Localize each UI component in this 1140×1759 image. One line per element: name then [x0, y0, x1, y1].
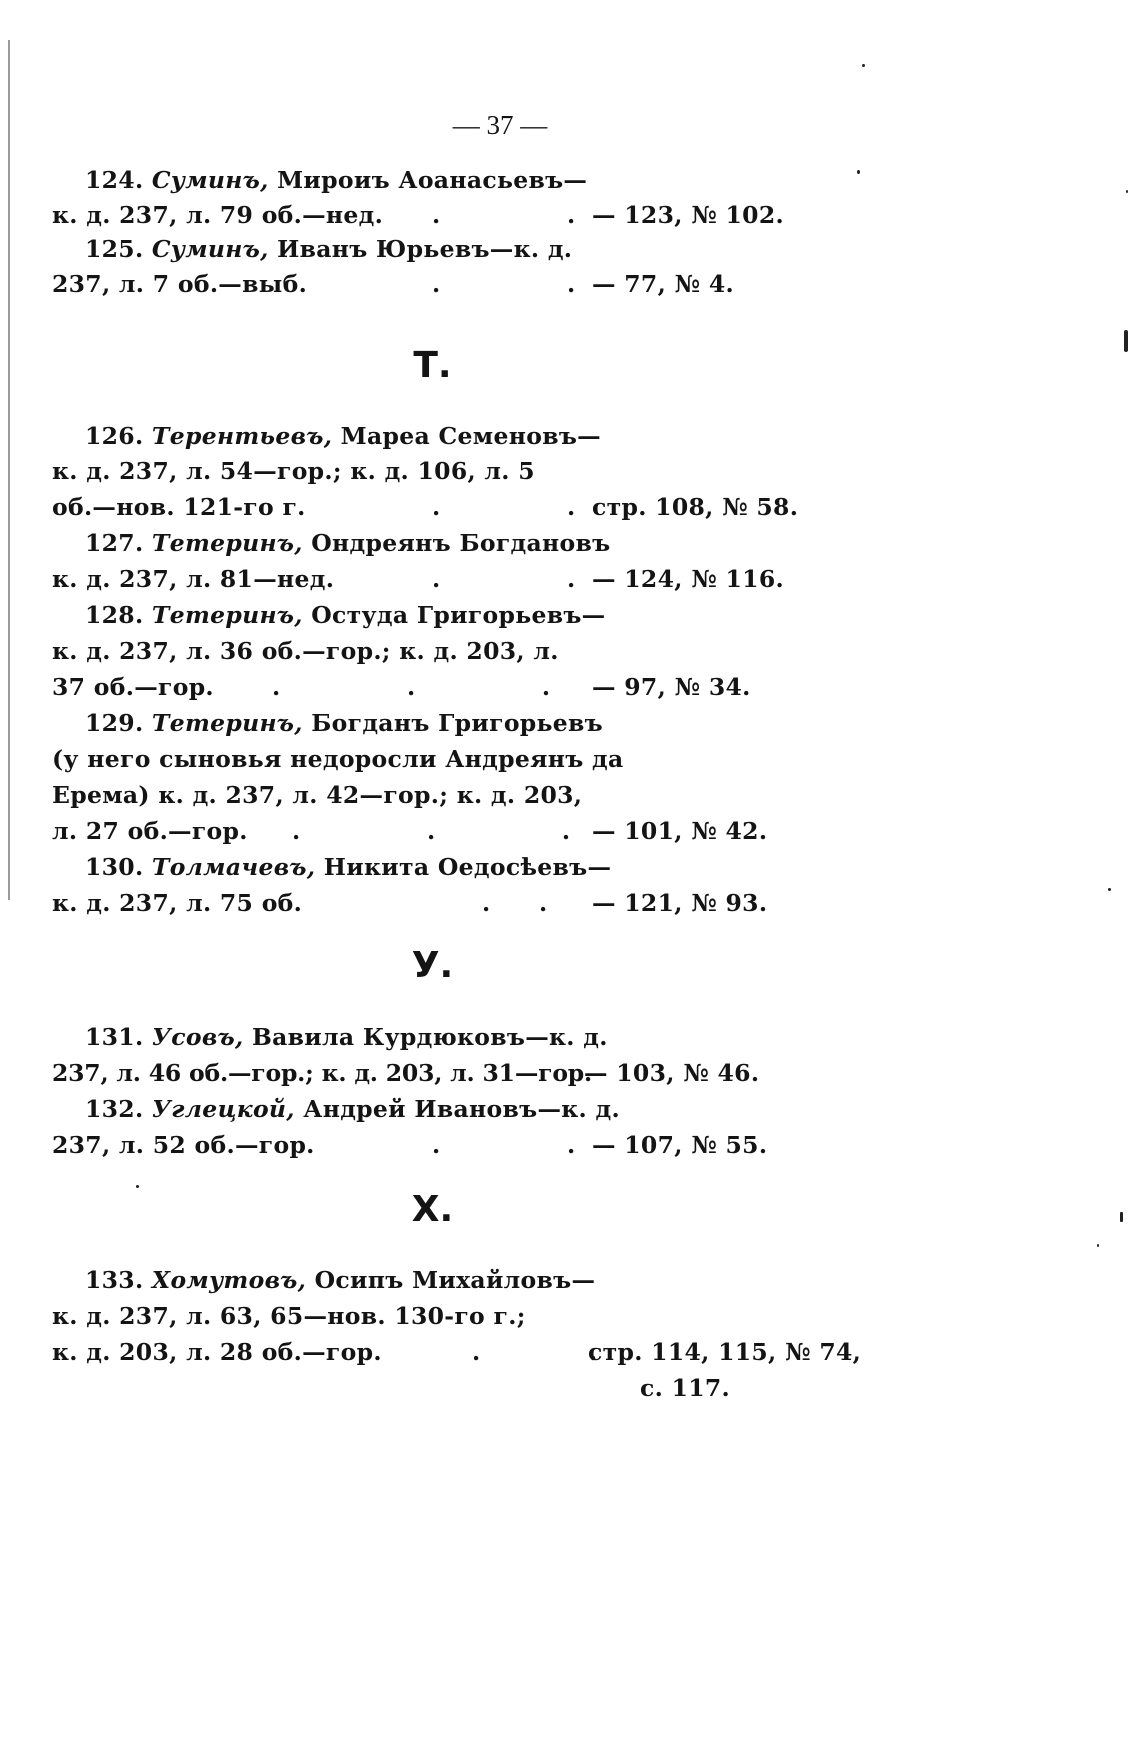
entry-text: Никита Оедосѣевъ—: [315, 853, 612, 881]
entry-number: 133.: [85, 1266, 152, 1294]
surname: Суминъ,: [151, 235, 269, 263]
page-reference: — 107, № 55.: [592, 1131, 768, 1159]
surname: Терентьевъ,: [151, 422, 333, 450]
page-reference: стр. 114, 115, № 74,: [588, 1338, 862, 1366]
entry-text: л. 27 об.—гор.: [52, 817, 248, 845]
surname: Тетеринъ,: [151, 709, 303, 737]
entry-text: Остуда Григорьевъ—: [302, 601, 606, 629]
scan-speck: [857, 170, 860, 174]
entry-text: Вавила Курдюковъ—к. д.: [243, 1023, 608, 1051]
leader-dots: . .: [432, 1131, 576, 1159]
entry-text: к. д. 237, л. 54—гор.; к. д. 106, л. 5: [52, 457, 535, 485]
entry-line: [52, 1370, 772, 1406]
leader-dots: . .: [432, 270, 576, 298]
entry-line: [52, 453, 772, 489]
entry-text: к. д. 237, л. 79 об.—нед.: [52, 201, 384, 229]
scan-speck: [1126, 190, 1128, 193]
entry-text: Осипъ Михайловъ—: [306, 1266, 596, 1294]
entry-text: Ерема) к. д. 237, л. 42—гор.; к. д. 203,: [52, 781, 583, 809]
entry-number: 128.: [85, 601, 152, 629]
surname: Углецкой,: [151, 1095, 295, 1123]
entry-line: [52, 1019, 772, 1055]
scan-speck: [136, 1185, 139, 1188]
leader-dots: . .: [472, 1338, 598, 1366]
page-reference: — 77, № 4.: [592, 270, 735, 298]
leader-dots: . . .: [272, 673, 551, 701]
entry-line: [52, 741, 772, 777]
page-reference: — 121, № 93.: [592, 889, 768, 917]
surname: Суминъ,: [151, 166, 269, 194]
leader-dots: . .: [432, 565, 576, 593]
page-reference: стр. 108, № 58.: [592, 493, 799, 521]
leader-dots: . .: [432, 201, 576, 229]
entry-line: [52, 489, 799, 525]
entry-line: [52, 525, 772, 561]
scan-speck: [1097, 1244, 1099, 1247]
entry-text: к. д. 203, л. 28 об.—гор.: [52, 1338, 382, 1366]
entry-line: [52, 1091, 772, 1127]
page-reference: — 124, № 116.: [592, 565, 784, 593]
section-letter-kh: Х.: [411, 1189, 454, 1230]
entry-text: об.—нов. 121-го г.: [52, 493, 306, 521]
page-number: — 37 —: [452, 110, 548, 140]
entry-line: [52, 197, 784, 233]
entry-line: [52, 1334, 862, 1370]
leader-dots: . .: [482, 889, 548, 917]
margin-rule: [8, 40, 10, 900]
entry-number: 131.: [85, 1023, 152, 1051]
entry-text: Богданъ Григорьевъ: [302, 709, 603, 737]
scan-speck: [1108, 888, 1111, 891]
entry-text: 237, л. 7 об.—выб.: [52, 270, 308, 298]
surname: Усовъ,: [151, 1023, 244, 1051]
entry-text: 237, л. 52 об.—гор.: [52, 1131, 315, 1159]
entry-line: [52, 1127, 772, 1163]
entry-line: [52, 813, 772, 849]
entry-number: 132.: [85, 1095, 152, 1123]
entry-text: Андрей Ивановъ—к. д.: [294, 1095, 620, 1123]
surname: Тетеринъ,: [151, 601, 303, 629]
entry-line: [52, 1262, 772, 1298]
page-reference: — 97, № 34.: [592, 673, 751, 701]
entry-number: 130.: [85, 853, 152, 881]
leader-dots: . . .: [292, 817, 571, 845]
entry-text: 237, л. 46 об.—гор.; к. д. 203, л. 31—гор.: [52, 1059, 593, 1087]
entry-text: к. д. 237, л. 36 об.—гор.; к. д. 203, л.: [52, 637, 559, 665]
entry-line: [52, 162, 772, 198]
entry-number: 125.: [85, 235, 152, 263]
page-reference: — 123, № 102.: [592, 201, 784, 229]
entry-line: [52, 1298, 772, 1334]
surname: Толмачевъ,: [151, 853, 316, 881]
entry-text: Мироиъ Аоанасьевъ—: [268, 166, 588, 194]
page-reference: с. 117.: [640, 1374, 731, 1402]
entry-number: 127.: [85, 529, 152, 557]
entry-text: 37 об.—гор.: [52, 673, 214, 701]
entry-number: 129.: [85, 709, 152, 737]
entry-line: [52, 669, 772, 705]
surname: Тетеринъ,: [151, 529, 303, 557]
entry-line: [52, 1055, 772, 1091]
leader-dots: . .: [432, 493, 576, 521]
scan-speck: [1124, 330, 1128, 352]
entry-line: [52, 633, 772, 669]
entry-line: [52, 266, 772, 302]
entry-text: (у него сыновья недоросли Андреянъ да: [52, 745, 624, 773]
entry-text: Иванъ Юрьевъ—к. д.: [268, 235, 573, 263]
page-reference: — 103, № 46.: [584, 1059, 760, 1087]
scan-speck: [1120, 1212, 1123, 1222]
entry-line: [52, 885, 772, 921]
entry-text: Ондреянъ Богдановъ: [302, 529, 611, 557]
page-reference: — 101, № 42.: [592, 817, 768, 845]
entry-text: к. д. 237, л. 81—нед.: [52, 565, 335, 593]
entry-line: [52, 777, 772, 813]
section-letter-u: У.: [411, 945, 454, 986]
surname: Хомутовъ,: [151, 1266, 307, 1294]
scan-speck: [862, 64, 865, 67]
entry-line: [52, 705, 772, 741]
entry-number: 124.: [85, 166, 152, 194]
entry-number: 126.: [85, 422, 152, 450]
entry-line: [52, 231, 772, 267]
entry-line: [52, 561, 784, 597]
entry-line: [52, 418, 772, 454]
entry-text: Мареа Семеновъ—: [332, 422, 601, 450]
entry-text: к. д. 237, л. 75 об.: [52, 889, 303, 917]
entry-text: к. д. 237, л. 63, 65—нов. 130-го г.;: [52, 1302, 526, 1330]
entry-line: [52, 597, 772, 633]
section-letter-t: Т.: [413, 345, 452, 386]
entry-line: [52, 849, 772, 885]
